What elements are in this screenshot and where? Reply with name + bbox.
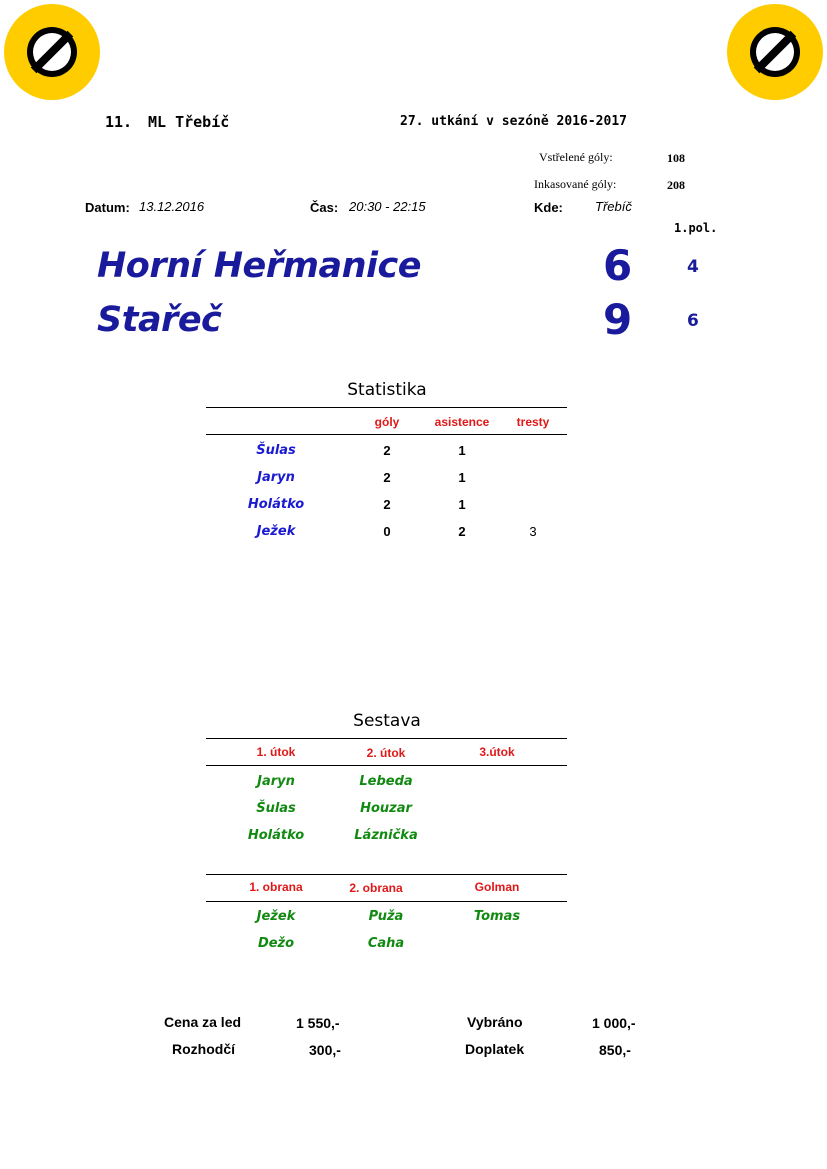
home-team-name: Horní Heřmanice	[97, 246, 421, 286]
defense-1-header: 1. obrana	[249, 880, 303, 894]
lineup-title: Sestava	[353, 711, 421, 731]
place-value: Třebíč	[595, 199, 632, 214]
scored-label: Vstřelené góly:	[539, 150, 613, 164]
away-team-first-period: 6	[687, 311, 699, 331]
player-name: Holátko	[247, 828, 305, 843]
attack-2-header: 2. útok	[366, 746, 406, 760]
league-name: ML Třebíč	[148, 113, 230, 131]
surcharge-label: Doplatek	[465, 1041, 525, 1057]
date-value: 13.12.2016	[139, 199, 205, 214]
player-name: Jaryn	[257, 774, 295, 789]
attack-header-rule	[206, 765, 567, 766]
first-period-label: 1.pol.	[674, 221, 718, 235]
player-goals: 2	[383, 443, 391, 458]
player-assists: 2	[458, 524, 466, 539]
conceded-label: Inkasované góly:	[534, 177, 617, 191]
player-assists: 1	[458, 497, 466, 512]
player-name: Dežo	[257, 936, 295, 951]
referee-value: 300,-	[309, 1042, 341, 1058]
collected-value: 1 000,-	[592, 1015, 636, 1031]
player-name: Lebeda	[359, 774, 413, 789]
player-penalties: 3	[529, 524, 537, 539]
collected-label: Vybráno	[467, 1014, 523, 1030]
player-name: Láznička	[354, 828, 418, 843]
player-name: Jaryn	[257, 470, 295, 485]
player-name: Caha	[367, 936, 405, 951]
lineup-top-rule	[206, 738, 567, 739]
statistics-top-rule	[206, 407, 567, 408]
attack-1-header: 1. útok	[256, 745, 296, 759]
goalie-header: Golman	[474, 880, 520, 894]
time-label: Čas:	[310, 200, 339, 215]
home-team-score: 6	[603, 241, 633, 290]
conceded-value: 208	[667, 178, 685, 192]
away-team-score: 9	[603, 295, 633, 344]
home-team-first-period: 4	[687, 257, 699, 277]
pdf-xchange-stamp-right[interactable]	[725, 2, 825, 102]
goals-header: góly	[374, 415, 400, 429]
player-name: Ježek	[256, 909, 296, 924]
away-team-name: Stařeč	[97, 300, 222, 340]
player-goals: 2	[383, 497, 391, 512]
player-name: Houzar	[360, 801, 412, 816]
player-name: Puža	[368, 909, 404, 924]
statistics-header-rule	[206, 434, 567, 435]
statistics-title: Statistika	[347, 380, 427, 400]
attack-3-header: 3.útok	[479, 745, 515, 759]
defense-2-header: 2. obrana	[349, 881, 403, 895]
pdf-xchange-stamp-left[interactable]	[2, 2, 102, 102]
player-name: Šulas	[256, 801, 296, 816]
player-name: Ježek	[256, 524, 296, 539]
penalties-header: tresty	[516, 415, 550, 429]
place-label: Kde:	[534, 200, 563, 215]
match-info: 27. utkání v sezóně 2016-2017	[400, 114, 627, 129]
ice-cost-label: Cena za led	[164, 1014, 242, 1030]
defense-top-rule	[206, 874, 567, 875]
surcharge-value: 850,-	[599, 1042, 631, 1058]
assists-header: asistence	[434, 415, 490, 429]
date-label: Datum:	[85, 200, 130, 215]
scored-value: 108	[667, 151, 685, 165]
player-name: Tomas	[473, 909, 521, 924]
time-value: 20:30 - 22:15	[349, 199, 426, 214]
player-name: Holátko	[247, 497, 305, 512]
player-assists: 1	[458, 443, 466, 458]
player-assists: 1	[458, 470, 466, 485]
referee-label: Rozhodčí	[172, 1041, 235, 1057]
player-goals: 0	[383, 524, 391, 539]
player-goals: 2	[383, 470, 391, 485]
player-name: Šulas	[256, 443, 296, 458]
round-number: 11.	[105, 113, 133, 131]
defense-header-rule	[206, 901, 567, 902]
ice-cost-value: 1 550,-	[296, 1015, 340, 1031]
